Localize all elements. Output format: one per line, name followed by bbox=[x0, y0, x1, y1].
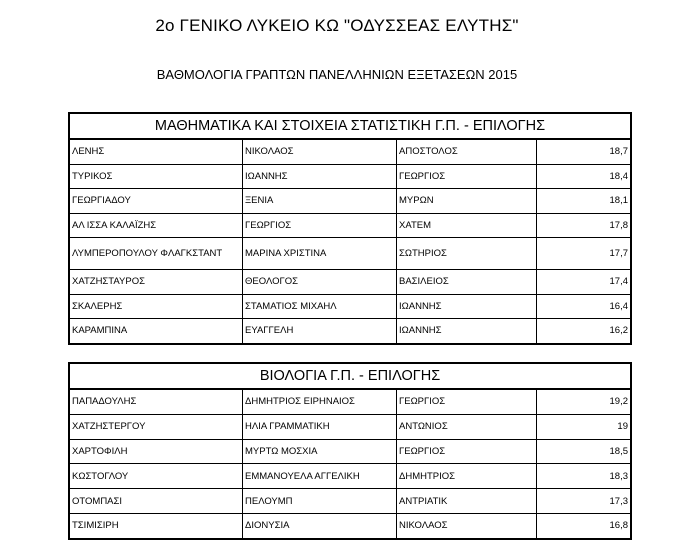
father-name-cell: ΓΕΩΡΓΙΟΣ bbox=[397, 390, 537, 414]
grade-cell: 18,4 bbox=[609, 170, 628, 182]
first-name-cell: ΠΕΛΟΥΜΠ bbox=[243, 489, 397, 513]
first-name-cell: ΞΕΝΙΑ bbox=[243, 189, 397, 213]
grade-cell: 18,1 bbox=[609, 195, 628, 207]
section-title-math: ΜΑΘΗΜΑΤΙΚΑ ΚΑΙ ΣΤΟΙΧΕΙΑ ΣΤΑΤΙΣΤΙΚΗ Γ.Π. - ΕΠΙΛΟΓΗΣ bbox=[70, 114, 630, 140]
math-results-table bbox=[68, 112, 632, 345]
surname-cell: ΓΕΩΡΓΙΑΔΟΥ bbox=[70, 189, 243, 213]
father-name-cell: ΒΑΣΙΛΕΙΟΣ bbox=[397, 270, 537, 294]
surname-cell: ΛΕΝΗΣ bbox=[70, 140, 243, 164]
table-row bbox=[70, 463, 630, 488]
surname-cell: ΤΣΙΜΙΣΙΡΗ bbox=[70, 514, 243, 538]
father-name-cell: ΑΝΤΩΝΙΟΣ bbox=[397, 415, 537, 439]
table-row bbox=[70, 390, 630, 414]
surname-cell: ΚΑΡΑΜΠΙΝΑ bbox=[70, 319, 243, 343]
table-row bbox=[70, 188, 630, 213]
father-name-cell: ΜΥΡΩΝ bbox=[397, 189, 537, 213]
surname-cell: ΠΑΠΑΔΟΥΛΗΣ bbox=[70, 390, 243, 414]
first-name-cell: ΙΩΑΝΝΗΣ bbox=[243, 165, 397, 189]
father-name-cell: ΓΕΩΡΓΙΟΣ bbox=[397, 440, 537, 464]
table-row bbox=[70, 318, 630, 343]
first-name-cell: ΣΤΑΜΑΤΙΟΣ ΜΙΧΑΗΛ bbox=[243, 295, 397, 319]
table-row bbox=[70, 269, 630, 294]
surname-cell: ΧΑΤΖΗΣΤΑΥΡΟΣ bbox=[70, 270, 243, 294]
first-name-cell: ΘΕΟΛΟΓΟΣ bbox=[243, 270, 397, 294]
grade-cell: 17,8 bbox=[609, 219, 628, 231]
table-row bbox=[70, 237, 630, 269]
grade-cell: 19,2 bbox=[609, 396, 628, 408]
first-name-cell: ΗΛΙΑ ΓΡΑΜΜΑΤΙΚΗ bbox=[243, 415, 397, 439]
first-name-cell: ΔΙΟΝΥΣΙΑ bbox=[243, 514, 397, 538]
grade-cell: 17,7 bbox=[609, 248, 628, 259]
surname-cell: ΧΑΡΤΟΦΙΛΗ bbox=[70, 440, 243, 464]
father-name-cell: ΑΝΤΡΙΑΤΙΚ bbox=[397, 489, 537, 513]
biology-results-table bbox=[68, 362, 632, 540]
father-name-cell: ΣΩΤΗΡΙΟΣ bbox=[397, 238, 537, 269]
father-name-cell: ΑΠΟΣΤΟΛΟΣ bbox=[397, 140, 537, 164]
section-title-biology: ΒΙΟΛΟΓΙΑ Γ.Π. - ΕΠΙΛΟΓΗΣ bbox=[70, 364, 630, 390]
grade-cell: 18,5 bbox=[609, 445, 628, 457]
father-name-cell: ΙΩΑΝΝΗΣ bbox=[397, 295, 537, 319]
table-row bbox=[70, 439, 630, 464]
surname-cell: ΣΚΑΛΕΡΗΣ bbox=[70, 295, 243, 319]
surname-cell: ΟΤΟΜΠΑΣΙ bbox=[70, 489, 243, 513]
father-name-cell: ΓΕΩΡΓΙΟΣ bbox=[397, 165, 537, 189]
table-row bbox=[70, 294, 630, 319]
surname-cell: ΑΛ ΙΣΣΑ ΚΑΛΑΪΖΗΣ bbox=[70, 214, 243, 238]
table-row bbox=[70, 488, 630, 513]
father-name-cell: ΔΗΜΗΤΡΙΟΣ bbox=[397, 464, 537, 488]
math-rows bbox=[70, 140, 630, 343]
grade-cell: 16,4 bbox=[609, 300, 628, 312]
first-name-cell: ΓΕΩΡΓΙΟΣ bbox=[243, 214, 397, 238]
grade-cell: 16,8 bbox=[609, 520, 628, 532]
grade-cell: 18,3 bbox=[609, 470, 628, 482]
grade-cell: 17,4 bbox=[609, 276, 628, 288]
biology-rows bbox=[70, 390, 630, 538]
first-name-cell: ΝΙΚΟΛΑΟΣ bbox=[243, 140, 397, 164]
surname-cell: ΤΥΡΙΚΟΣ bbox=[70, 165, 243, 189]
grade-cell: 18,7 bbox=[609, 146, 628, 158]
first-name-cell: ΔΗΜΗΤΡΙΟΣ ΕΙΡΗΝΑΙΟΣ bbox=[243, 390, 397, 414]
surname-cell: ΛΥΜΠΕΡΟΠΟΥΛΟΥ ΦΛΑΓΚΣΤΑΝΤ bbox=[70, 238, 243, 269]
table-row bbox=[70, 164, 630, 189]
grade-cell: 17,3 bbox=[609, 495, 628, 507]
grade-cell: 19 bbox=[617, 421, 628, 433]
father-name-cell: ΙΩΑΝΝΗΣ bbox=[397, 319, 537, 343]
table-row bbox=[70, 414, 630, 439]
surname-cell: ΚΩΣΤΟΓΛΟΥ bbox=[70, 464, 243, 488]
school-title: 2ο ΓΕΝΙΚΟ ΛΥΚΕΙΟ ΚΩ "ΟΔΥΣΣΕΑΣ ΕΛΥΤΗΣ" bbox=[155, 16, 519, 35]
table-row bbox=[70, 213, 630, 238]
table-row bbox=[70, 140, 630, 164]
document-subtitle: ΒΑΘΜΟΛΟΓΙΑ ΓΡΑΠΤΩΝ ΠΑΝΕΛΛΗΝΙΩΝ ΕΞΕΤΑΣΕΩΝ 2015 bbox=[156, 67, 518, 82]
first-name-cell: ΜΑΡΙΝΑ ΧΡΙΣΤΙΝΑ bbox=[243, 238, 397, 269]
father-name-cell: ΝΙΚΟΛΑΟΣ bbox=[397, 514, 537, 538]
first-name-cell: ΕΜΜΑΝΟΥΕΛΑ ΑΓΓΕΛΙΚΗ bbox=[243, 464, 397, 488]
table-row bbox=[70, 513, 630, 538]
grade-cell: 16,2 bbox=[609, 325, 628, 337]
father-name-cell: ΧΑΤΕΜ bbox=[397, 214, 537, 238]
first-name-cell: ΕΥΑΓΓΕΛΗ bbox=[243, 319, 397, 343]
first-name-cell: ΜΥΡΤΩ ΜΟΣΧΙΑ bbox=[243, 440, 397, 464]
surname-cell: ΧΑΤΖΗΣΤΕΡΓΟΥ bbox=[70, 415, 243, 439]
